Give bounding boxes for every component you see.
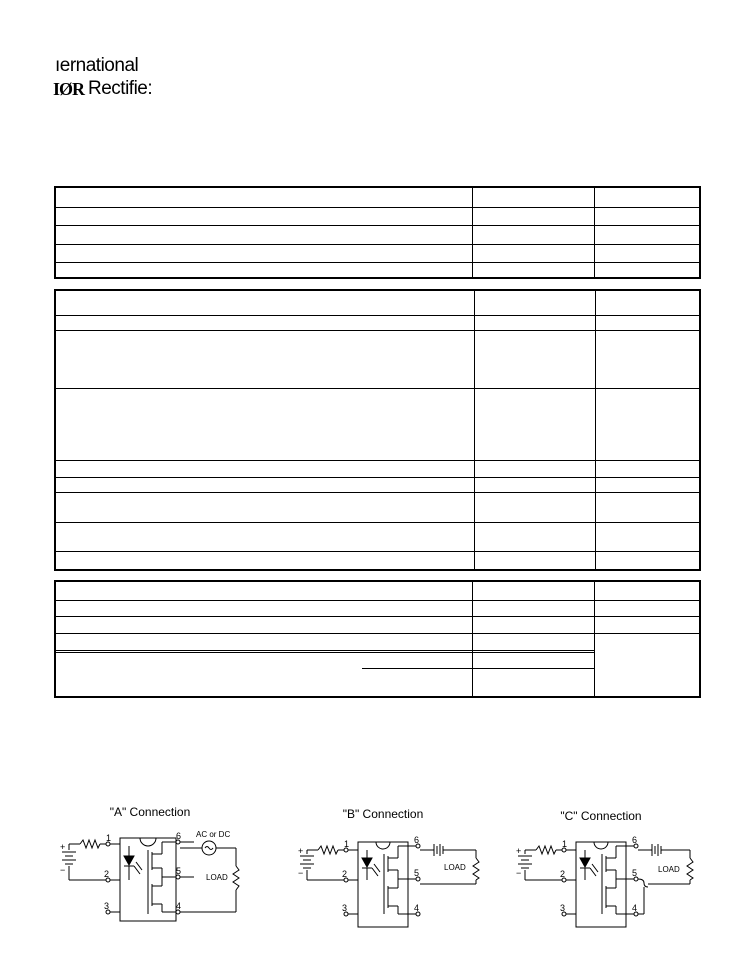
load-label: LOAD <box>444 863 466 872</box>
pin-label: 5 <box>632 868 638 878</box>
table-row <box>56 244 699 262</box>
connection-title-c: "C" Connection <box>560 809 642 823</box>
row-divider <box>56 650 595 651</box>
pin-label: 4 <box>414 903 420 913</box>
column-divider <box>474 291 475 569</box>
column-divider <box>472 582 473 696</box>
table-row <box>56 388 699 460</box>
connection-title-b: "B" Connection <box>342 807 424 821</box>
table-row <box>56 551 699 569</box>
pin-label: 6 <box>176 831 182 841</box>
logo-line-rectifier <box>53 78 152 100</box>
table-row <box>56 477 699 492</box>
column-divider <box>594 188 595 277</box>
plus-sign: + <box>60 842 66 852</box>
pin-label: 2 <box>104 869 110 879</box>
pin-label: 4 <box>632 903 638 913</box>
table-row <box>56 492 699 522</box>
plus-sign: + <box>516 846 522 856</box>
row-divider-partial <box>362 668 472 669</box>
table-row <box>56 330 699 388</box>
minus-sign: − <box>298 868 304 878</box>
minus-sign: − <box>60 865 66 875</box>
load-label: LOAD <box>206 873 228 882</box>
source-label: AC or DC <box>196 830 231 839</box>
table-row <box>56 225 699 244</box>
pin-label: 3 <box>560 903 566 913</box>
row-divider-partial <box>472 668 595 669</box>
spec-table-2 <box>54 289 701 571</box>
table-row <box>56 522 699 551</box>
table-row <box>56 262 699 277</box>
pin-label: 5 <box>176 866 182 876</box>
plus-sign: + <box>298 846 304 856</box>
circuit-diagram-c <box>514 834 704 934</box>
table-row <box>56 600 699 616</box>
column-divider <box>472 188 473 277</box>
pin-label: 2 <box>560 869 566 879</box>
table-row <box>56 460 699 477</box>
pin-label: 3 <box>104 901 110 911</box>
logo-text: Rectifie: <box>88 78 153 99</box>
table-row <box>56 582 699 600</box>
pin-label: 6 <box>632 835 638 845</box>
table-row <box>56 616 699 633</box>
pin-label: 4 <box>176 901 182 911</box>
pin-label: 2 <box>342 869 348 879</box>
pin-label: 1 <box>562 839 568 849</box>
logo-mark: IØR <box>53 79 85 99</box>
pin-label: 5 <box>414 868 420 878</box>
column-divider <box>595 291 596 569</box>
minus-sign: − <box>516 868 522 878</box>
spec-table-3 <box>54 580 701 698</box>
merged-cell-mask <box>595 651 699 696</box>
circuit-diagram-b <box>296 834 486 934</box>
table-row <box>56 188 699 207</box>
spec-table-1 <box>54 186 701 279</box>
table-row <box>56 207 699 225</box>
pin-label: 3 <box>342 903 348 913</box>
table-row <box>56 315 699 330</box>
logo-line-international: ıernational <box>55 55 139 76</box>
circuit-diagram-a <box>58 828 248 928</box>
pin-label: 6 <box>414 835 420 845</box>
table-row <box>56 291 699 315</box>
pin-label: 1 <box>106 833 112 843</box>
load-label: LOAD <box>658 865 680 874</box>
connection-title-a: "A" Connection <box>109 805 191 819</box>
pin-label: 1 <box>344 839 350 849</box>
